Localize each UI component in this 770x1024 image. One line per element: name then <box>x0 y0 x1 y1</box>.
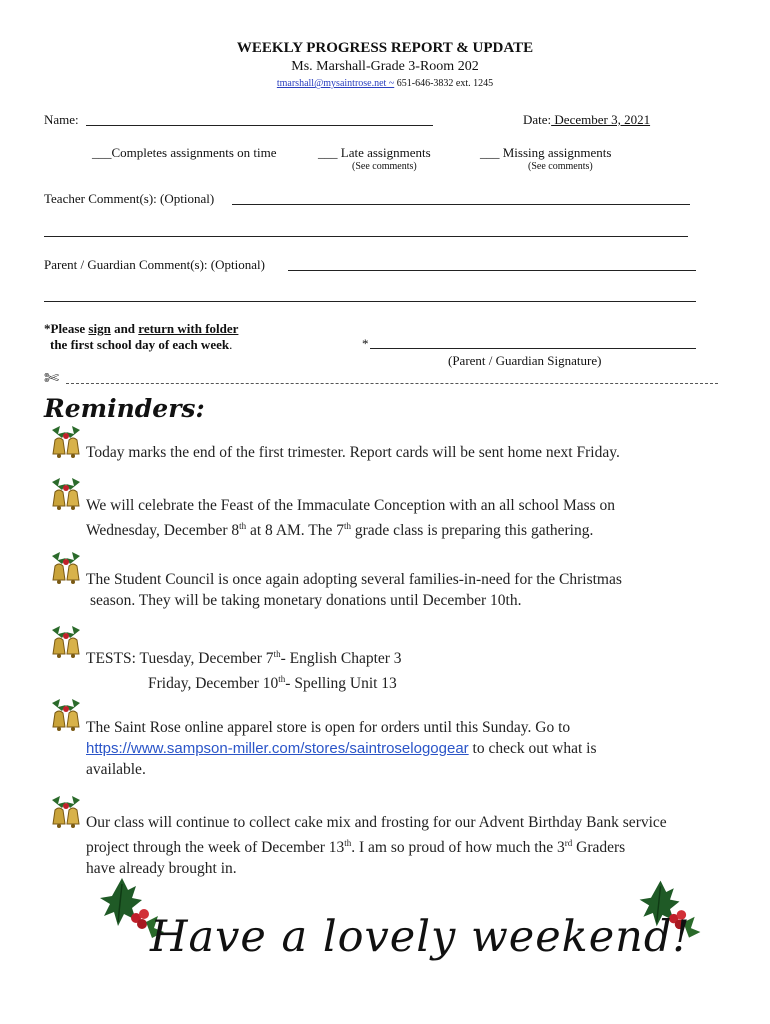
apparel-store-link[interactable]: https://www.sampson-miller.com/stores/saintroselogogear <box>86 740 469 757</box>
christmas-bells-icon <box>46 794 86 834</box>
report-title: WEEKLY PROGRESS REPORT & UPDATE <box>236 40 534 56</box>
return-note-line-2: the first school day of each week. <box>50 337 233 352</box>
date-label: Date: December 3, 2021 <box>523 112 651 127</box>
christmas-bells-icon <box>46 624 86 664</box>
teacher-comments-line-1[interactable] <box>232 204 690 205</box>
name-label: Name: <box>44 112 79 127</box>
teacher-comments-label: Teacher Comment(s): (Optional) <box>44 191 215 206</box>
parent-comments-line-2[interactable] <box>44 301 696 302</box>
reminder-4-tests: TESTS: Tuesday, December 7th- English Chapter 3 Friday, December 10th- Spelling Unit 13 <box>86 649 402 693</box>
reminder-5: The Saint Rose online apparel store is open for orders until this Sunday. Go to https://www.sampson-miller.com/stores/saintroselogogear to check out what is available. <box>86 719 597 778</box>
late-see-comments: (See comments) <box>352 161 417 172</box>
reminder-2: We will celebrate the Feast of the Immaculate Conception with an all school Mass on Wednesday, December 8th at 8 AM. The 7th grade class is preparing this gathering. <box>86 497 616 540</box>
phone-number: 651-646-3832 ext. 1245 <box>394 78 494 89</box>
scissors-icon: ✄ <box>44 368 60 389</box>
parent-comments-label: Parent / Guardian Comment(s): (Optional) <box>44 257 265 272</box>
signature-star: * <box>362 336 369 351</box>
reminders-heading: Reminders: <box>44 394 205 423</box>
christmas-bells-icon <box>46 550 86 590</box>
missing-see-comments: (See comments) <box>528 161 593 172</box>
closing-message: Have a lovely weekend! <box>150 912 691 962</box>
christmas-bells-icon <box>46 697 86 737</box>
teacher-info: Ms. Marshall-Grade 3-Room 202 <box>291 59 479 74</box>
cut-line <box>66 383 718 384</box>
return-note-line-1: *Please sign and return with folder <box>44 321 239 336</box>
reminder-1: Today marks the end of the first trimester. Report cards will be sent home next Friday. <box>86 444 620 461</box>
signature-line[interactable] <box>370 348 696 349</box>
date-value: December 3, 2021 <box>551 112 651 127</box>
name-field-line[interactable] <box>86 125 433 126</box>
checkbox-late-assignments[interactable]: ___ Late assignments <box>318 145 431 160</box>
contact-line <box>0 78 770 89</box>
reminder-6: Our class will continue to collect cake mix and frosting for our Advent Birthday Bank service project through the week of December 13th. I am so proud of how much the 3rd Graders have already brought in. <box>86 814 667 878</box>
christmas-bells-icon <box>46 424 86 464</box>
signature-label: (Parent / Guardian Signature) <box>448 353 602 368</box>
checkbox-missing-assignments[interactable]: ___ Missing assignments <box>480 145 612 160</box>
parent-comments-line-1[interactable] <box>288 270 696 271</box>
christmas-bells-icon <box>46 476 86 516</box>
email-link[interactable]: tmarshall@mysaintrose.net ~ <box>276 78 395 89</box>
teacher-comments-line-2[interactable] <box>44 236 688 237</box>
reminder-3: The Student Council is once again adopting several families-in-need for the Christmas season. They will be taking monetary donations until December 10th. <box>86 571 622 609</box>
checkbox-completes-on-time[interactable]: ___Completes assignments on time <box>92 145 277 160</box>
